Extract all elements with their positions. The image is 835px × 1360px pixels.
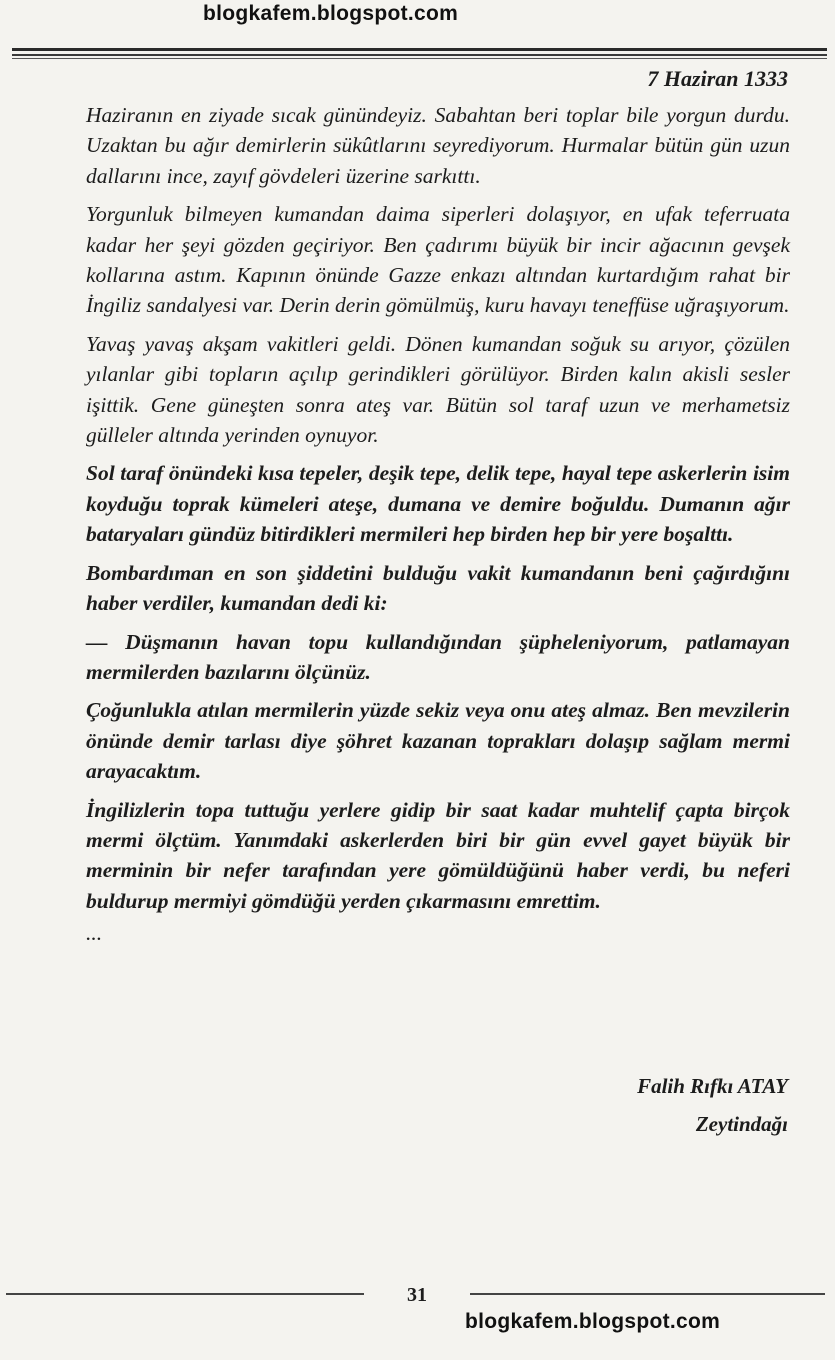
footer-rule-left xyxy=(6,1293,364,1295)
paragraph: Yavaş yavaş akşam vakitleri geldi. Dönen kumandan soğuk su arıyor, çözülen yılanlar gibi topların açılıp gerindikleri görülüyor. Birden kalın akisli sesler işittik. Gene güneşten sonra ateş var. Bütün sol taraf uzun ve merhametsiz gülleler altında yerinden oynuyor. xyxy=(86,331,790,448)
ellipsis: ... xyxy=(86,921,103,946)
paragraph: İngilizlerin topa tuttuğu yerlere gidip bir saat kadar muhtelif çapta birçok mermi ölçtüm. Yanımdaki askerlerden biri bir gün evvel gayet büyük bir merminin bir nefer tarafından yere gömüldüğünü haber verdi, bu neferi buldurup mermiyi gömdüğü yerden çıkarmasını emrettim. xyxy=(86,797,790,913)
paragraph: Sol taraf önündeki kısa tepeler, deşik tepe, delik tepe, hayal tepe askerlerin isim koyduğu toprak kümeleri ateşe, dumana ve demire boğuldu. Dumanın ağır bataryaları gündüz bitirdikleri mermileri hep birden hep bir yere boşalttı. xyxy=(86,461,790,547)
paragraph: Çoğunlukla atılan mermilerin yüzde sekiz veya onu ateş almaz. Ben mevzilerin önünde demir tarlası diye şöhret kazanan toprakları dolaşıp sağlam mermi arayacaktım. xyxy=(86,698,790,784)
paragraph: Haziranın en ziyade sıcak günündeyiz. Sabahtan beri toplar bile yorgun durdu. Uzaktan bu ağır demirlerin sükûtlarını seyrediyorum. Hurmalar bütün gün uzun dallarını ince, zayıf gövdeleri üzerine sarkıttı. xyxy=(86,103,790,188)
page-number: 31 xyxy=(407,1284,427,1306)
header-rule xyxy=(12,46,827,62)
work-title: Zeytindağı xyxy=(695,1112,788,1136)
footer-rule-right xyxy=(470,1293,825,1295)
body-text xyxy=(86,100,790,957)
paragraph: Yorgunluk bilmeyen kumandan daima siperleri dolaşıyor, en ufak teferruata kadar her şeyi gözden geçiriyor. Ben çadırımı büyük bir incir ağacının gevşek kollarına astım. Kapının önünde Gazze enkazı altından kurtardığım rahat bir İngiliz sandalyesi var. Derin derin gömülmüş, kuru havayı teneffüse uğraşıyorum. xyxy=(86,202,790,318)
watermark-top: blogkafem.blogspot.com xyxy=(203,2,459,25)
entry-date: 7 Haziran 1333 xyxy=(647,66,788,91)
signature xyxy=(637,1067,788,1143)
paragraph: Bombardıman en son şiddetini bulduğu vakit kumandanın beni çağırdığını haber verdiler, kumandan dedi ki: xyxy=(86,560,790,616)
paragraph: — Düşmanın havan topu kullandığından şüpheleniyorum, patlamayan mermilerden bazılarını ölçünüz. xyxy=(86,629,790,684)
author-name: Falih Rıfkı ATAY xyxy=(637,1074,788,1098)
watermark-bottom: blogkafem.blogspot.com xyxy=(465,1310,721,1333)
